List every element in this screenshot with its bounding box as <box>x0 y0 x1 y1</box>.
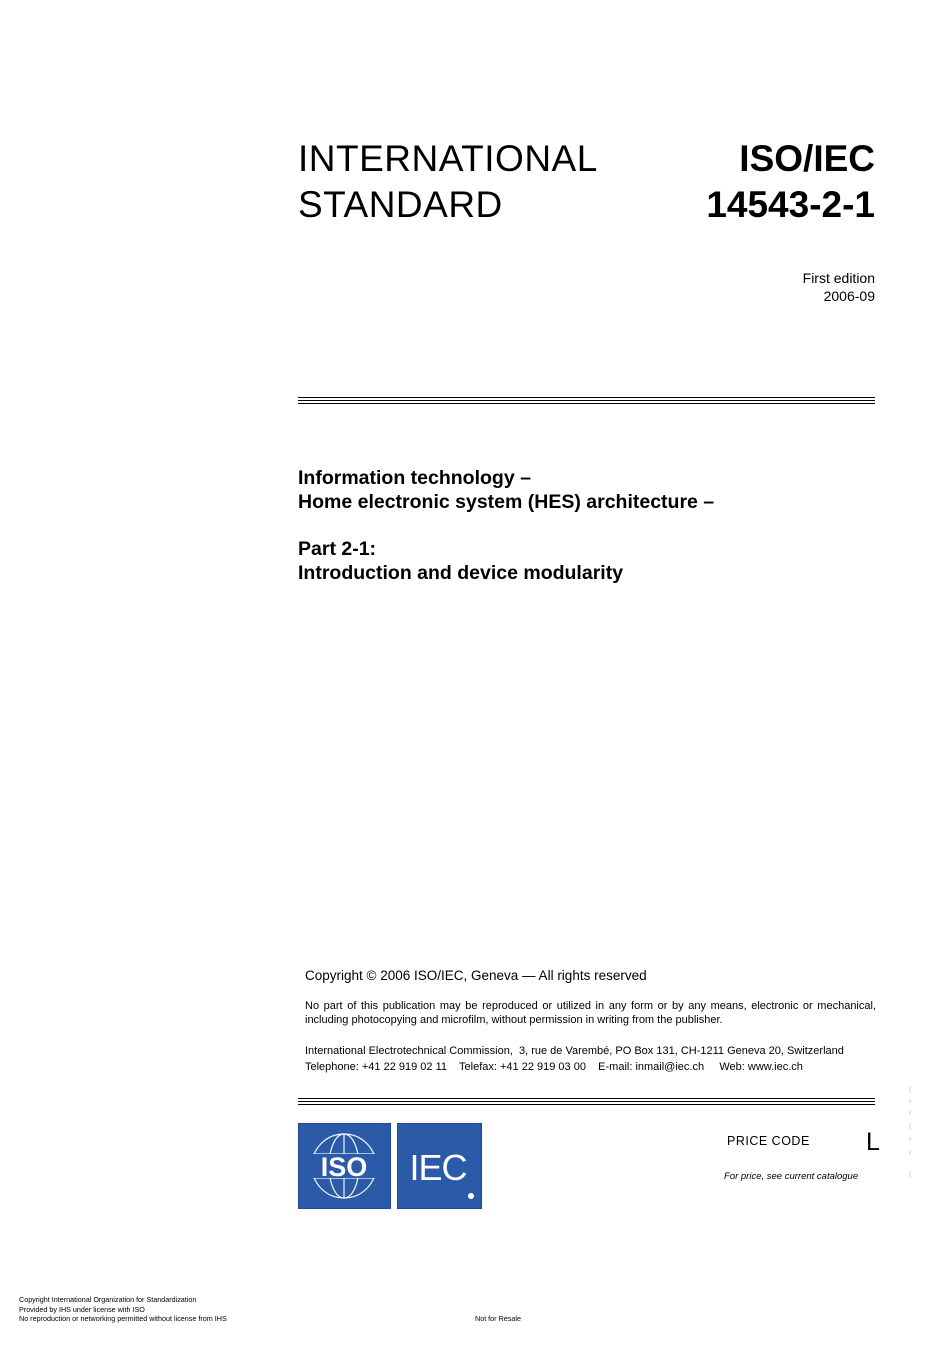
price-code-label: PRICE CODE <box>727 1134 810 1148</box>
document-title <box>298 466 714 514</box>
iso-logo <box>298 1123 391 1209</box>
part-line1: Part 2-1: <box>298 538 377 560</box>
title-line2: Home electronic system (HES) architecture – <box>298 491 715 513</box>
part-line2: Introduction and device modularity <box>298 562 624 584</box>
standard-type <box>298 136 598 228</box>
designation-line2: 14543-2-1 <box>706 184 875 225</box>
edition-date: 2006-09 <box>823 288 875 304</box>
address-line2: Telephone: +41 22 919 02 11 Telefax: +41 22 919 03 00 E-mail: inmail@iec.ch Web: www.iec.ch <box>305 1061 803 1073</box>
document-part-title <box>298 537 623 585</box>
title-line1: Information technology – <box>298 467 531 489</box>
not-for-resale: Not for Resale <box>475 1314 521 1323</box>
address-line1: International Electrotechnical Commission, 3, rue de Varembé, PO Box 131, CH-1211 Geneva 20, Switzerland <box>305 1045 844 1057</box>
side-marks <box>905 1085 915 1185</box>
top-divider <box>298 397 875 404</box>
license-footer <box>19 1295 227 1324</box>
edition-info <box>803 269 875 305</box>
designation-line1: ISO/IEC <box>739 138 875 179</box>
footer-line1: Copyright International Organization for Standardization <box>19 1295 197 1304</box>
price-note: For price, see current catalogue <box>724 1171 859 1182</box>
iec-logo-dot <box>468 1193 474 1199</box>
footer-line2: Provided by IHS under license with ISO <box>19 1304 145 1314</box>
footer-line3: No reproduction or networking permitted without license from IHS <box>19 1314 227 1323</box>
standard-type-line2: STANDARD <box>298 184 503 225</box>
publisher-address <box>305 1043 844 1075</box>
iec-logo-text: IEC <box>409 1147 467 1188</box>
iec-logo <box>397 1123 482 1209</box>
edition-label: First edition <box>802 270 875 286</box>
iso-logo-text: ISO <box>320 1152 368 1182</box>
bottom-divider <box>298 1098 875 1105</box>
iso-globe-icon <box>299 1124 390 1208</box>
copyright-statement: Copyright © 2006 ISO/IEC, Geneva — All rights reserved <box>305 968 647 983</box>
copyright-notice: No part of this publication may be reproduced or utilized in any form or by any means, electronic or mechanical, including photocopying and microfilm, without permission in writing from the publisher. <box>305 1000 876 1026</box>
iec-logo-mark <box>398 1124 481 1208</box>
price-code-value: L <box>866 1128 880 1156</box>
designation <box>706 136 875 228</box>
standard-type-line1: INTERNATIONAL <box>298 138 598 179</box>
